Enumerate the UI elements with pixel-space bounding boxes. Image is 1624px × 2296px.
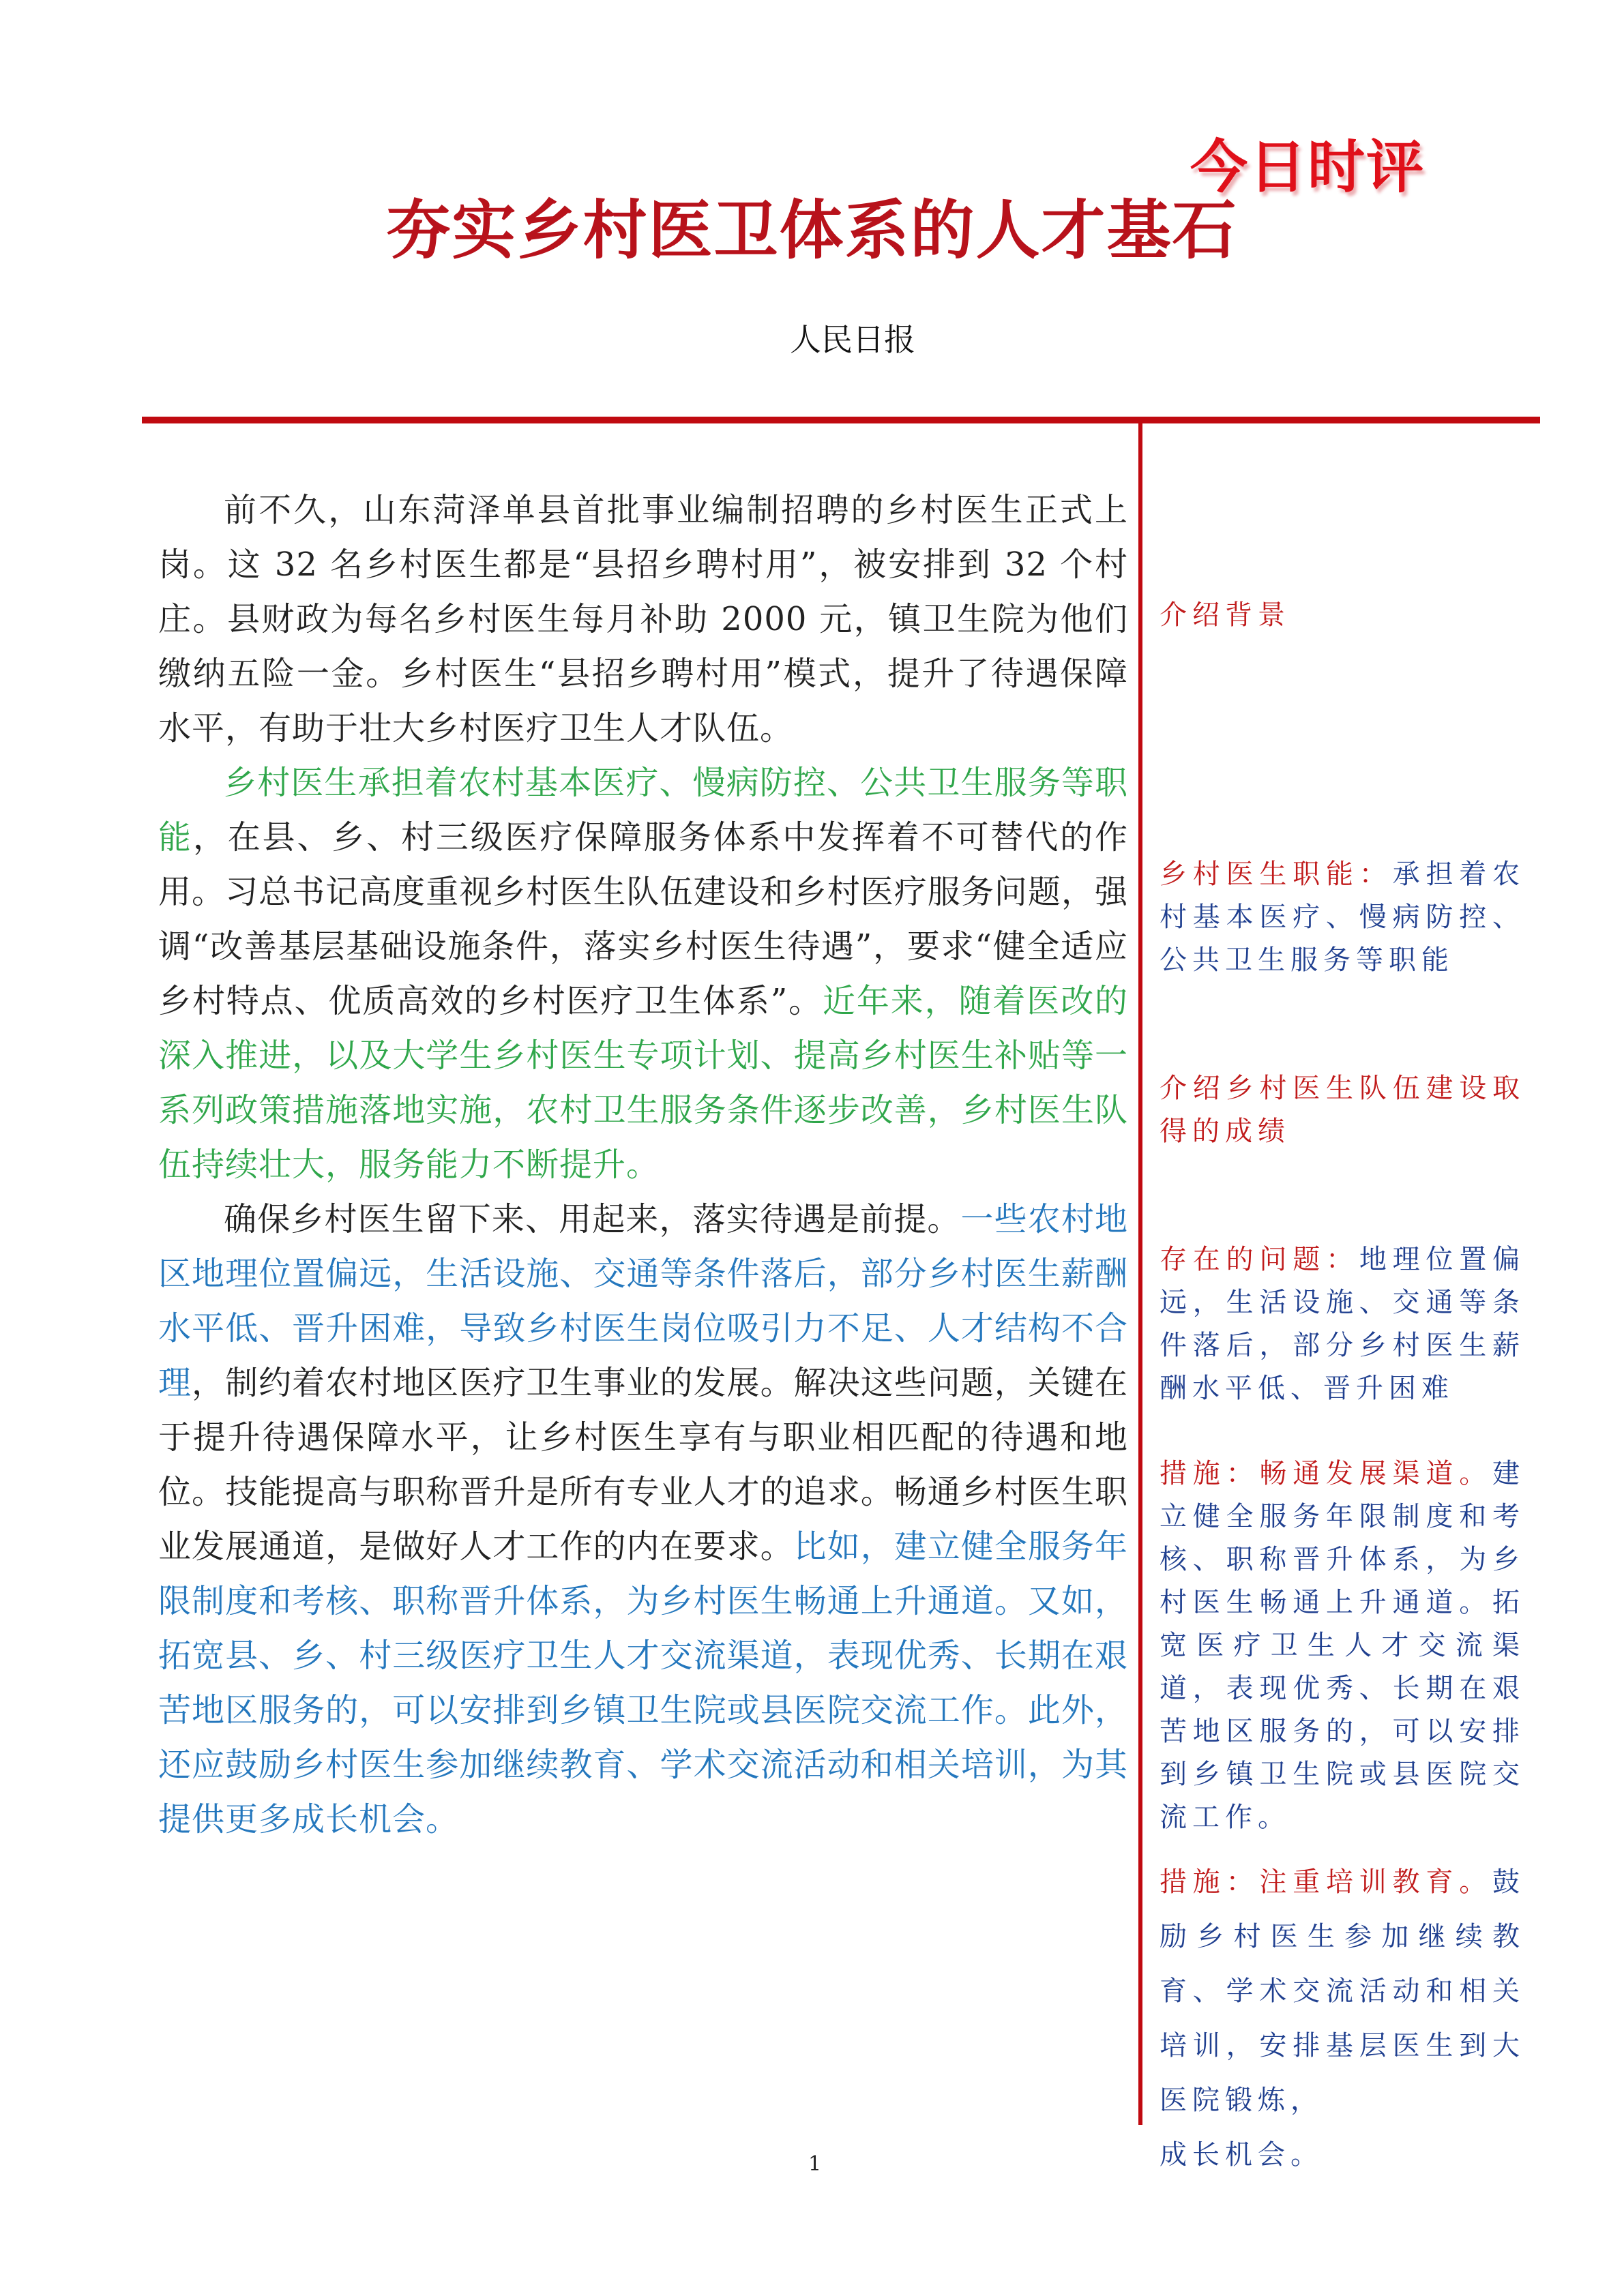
paragraph-1 <box>158 483 1128 756</box>
note-label: 存在的问题： <box>1160 1244 1359 1275</box>
text-segment: ，制约着农村地区医疗卫生事业的发展。解决这些问题，关键在于提升待遇保障水平，让乡村医生享有与职业相匹配的待遇和地位。技能提高与职称晋升是所有专业人才的追求。畅通乡村医生职业发展通道，是做好人才工作的内在要求。 <box>158 1364 1128 1566</box>
article-title: 夯实乡村医卫体系的人才基石 <box>386 193 1238 268</box>
paragraph-3 <box>158 1192 1128 1847</box>
paragraph-2 <box>158 756 1128 1192</box>
note-label: 介绍背景 <box>1160 599 1290 631</box>
margin-note-measure-training <box>1160 1800 1525 2182</box>
margin-note-problems <box>1160 1195 1525 1410</box>
note-body: 建立健全服务年限制度和考核、职称晋升体系，为乡村医生畅通上升通道。拓宽医疗卫生人才交流渠道，表现优秀、长期在艰苦地区服务的，可以安排到乡镇卫生院或县医院交流工作。 <box>1160 1458 1525 1833</box>
highlight-blue: 比如，建立健全服务年限制度和考核、职称晋升体系，为乡村医生畅通上升通道。又如，拓宽县、乡、村三级医疗卫生人才交流渠道，表现优秀、长期在艰苦地区服务的，可以安排到乡镇卫生院或县医院交流工作。此外，还应鼓励乡村医生参加继续教育、学术交流活动和相关培训，为其提供更多成长机会。 <box>158 1527 1128 1838</box>
text-segment: 确保乡村医生留下来、用起来，落实待遇是前提。 <box>224 1200 961 1238</box>
margin-note-background <box>1160 551 1525 637</box>
text-segment: 前不久，山东菏泽单县首批事业编制招聘的乡村医生正式上岗。这 32 名乡村医生都是“县招乡聘村用”，被安排到 32 个村庄。县财政为每名乡村医生每月补助 2000 元，镇卫生院为他们缴纳五险一金。乡村医生“县招乡聘村用”模式，提升了待遇保障水平，有助于壮大乡村医疗卫生人才队伍。 <box>158 491 1128 747</box>
note-label: 介绍乡村医生队伍建设取得的成绩 <box>1160 1073 1525 1147</box>
note-body: 地理位置偏远，生活设施、交通等条件落后，部分乡村医生薪酬水平低、晋升困难 <box>1160 1244 1526 1404</box>
margin-note-achievements <box>1160 1024 1525 1153</box>
article-body <box>158 483 1128 1847</box>
article-source: 人民日报 <box>790 321 915 358</box>
note-label: 措施：注重培训教育。 <box>1160 1866 1492 1898</box>
margin-note-measure-channels <box>1160 1410 1525 1839</box>
highlight-green: 乡村医生承担着农村基本医疗、慢病防控、公共卫生服务等职能 <box>158 764 1128 856</box>
highlight-green: 近年来，随着医改的深入推进，以及大学生乡村医生专项计划、提高乡村医生补贴等一系列政策措施落地实施，农村卫生服务条件逐步改善，乡村医生队伍持续壮大，服务能力不断提升。 <box>158 982 1128 1184</box>
margin-note-role <box>1160 810 1525 982</box>
note-label: 乡村医生职能： <box>1160 859 1393 890</box>
note-label: 措施：畅通发展渠道。 <box>1160 1458 1492 1489</box>
column-divider <box>1138 423 1142 2125</box>
page-number: 1 <box>808 2152 822 2176</box>
highlight-blue: 一些农村地区地理位置偏远，生活设施、交通等条件落后，部分乡村医生薪酬水平低、晋升困难，导致乡村医生岗位吸引力不足、人才结构不合理 <box>158 1200 1128 1402</box>
note-body: 承担着农村基本医疗、慢病防控、公共卫生服务等职能 <box>1160 859 1526 976</box>
text-segment: ，在县、乡、村三级医疗保障服务体系中发挥着不可替代的作用。习总书记高度重视乡村医生队伍建设和乡村医疗服务问题，强调“改善基层基础设施条件，落实乡村医生待遇”，要求“健全适应乡村特点、优质高效的乡村医疗卫生体系”。 <box>158 818 1128 1020</box>
header-divider <box>142 417 1540 423</box>
note-body: 鼓励乡村医生参加继续教育、学术交流活动和相关培训，安排基层医生到大医院锻炼， 成长机会。 <box>1160 1866 1525 2171</box>
column-logo: 今日时评 <box>1190 134 1426 200</box>
